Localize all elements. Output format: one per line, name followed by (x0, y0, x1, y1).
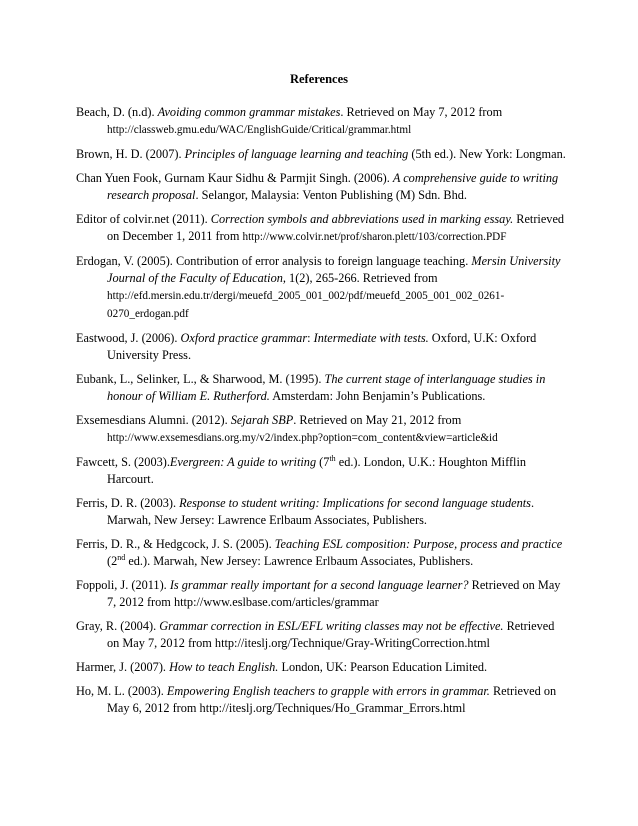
ref-superscript: nd (117, 552, 126, 562)
ref-rest: London, UK: Pearson Education Limited. (278, 660, 488, 674)
ref-author: Editor of colvir.net (2011). (76, 212, 211, 226)
ref-title: Teaching ESL composition: Purpose, process and practice (274, 537, 563, 551)
reference-entry (76, 683, 566, 717)
ref-rest: . Retrieved on May 21, 2012 from (293, 413, 462, 427)
ref-author: Brown, H. D. (2007). (76, 147, 185, 161)
ref-author: Foppoli, J. (2011). (76, 578, 170, 592)
reference-entry (76, 146, 566, 163)
ref-rest-2: Oxford, U.K: Oxford University Press. (107, 331, 537, 362)
ref-author: Gray, R. (2004). (76, 619, 160, 633)
reference-entry (76, 371, 566, 405)
ref-title: Mersin University Journal of the Faculty of Education, (107, 254, 561, 285)
reference-entry (76, 577, 566, 611)
ref-title: Evergreen: A guide to writing (169, 455, 317, 469)
ref-author: Chan Yuen Fook, Gurnam Kaur Sidhu & Parmjit Singh. (2006). (76, 171, 393, 185)
ref-author: Ho, M. L. (2003). (76, 684, 167, 698)
ref-rest: . Marwah, New Jersey: Lawrence Erlbaum Associates, Publishers. (107, 496, 535, 527)
ref-author: Ferris, D. R. (2003). (76, 496, 180, 510)
ref-author: Ferris, D. R., & Hedgcock, J. S. (2005). (76, 537, 275, 551)
reference-entry (76, 618, 566, 652)
ref-title: Response to student writing: Implications for second language students (179, 496, 531, 510)
ref-url: http://classweb.gmu.edu/WAC/EnglishGuide/Critical/grammar.html (107, 124, 412, 136)
ref-rest: Amsterdam: John Benjamin’s Publications. (269, 389, 486, 403)
reference-entry (76, 412, 566, 447)
ref-rest: . Retrieved on May 7, 2012 from (340, 105, 503, 119)
ref-rest: (7 (316, 455, 330, 469)
ref-title: Grammar correction in ESL/EFL writing classes may not be effective. (159, 619, 504, 633)
ref-author: Eubank, L., Selinker, L., & Sharwood, M. (1995). (76, 372, 325, 386)
ref-url: http://www.exsemesdians.org.my/v2/index.php?option=com_content&view=article&id (107, 432, 498, 444)
reference-entry (76, 454, 566, 488)
ref-author: Fawcett, S. (2003). (76, 455, 170, 469)
reference-entry (76, 330, 566, 364)
ref-title: Oxford practice grammar (180, 331, 308, 345)
ref-url: http://efd.mersin.edu.tr/dergi/meuefd_2005_001_002/pdf/meuefd_2005_001_002_0261-0270_erdogan.pdf (107, 290, 505, 320)
ref-title: Avoiding common grammar mistakes (157, 105, 341, 119)
reference-entry (76, 536, 566, 570)
ref-author: Exsemesdians Alumni. (2012). (76, 413, 231, 427)
ref-rest-2: ed.). Marwah, New Jersey: Lawrence Erlbaum Associates, Publishers. (125, 554, 474, 568)
ref-rest: Retrieved on May 7, 2012 from http://iteslj.org/Technique/Gray-WritingCorrection.html (107, 619, 555, 650)
ref-title: Is grammar really important for a second language learner? (169, 578, 469, 592)
ref-rest: Retrieved on May 6, 2012 from http://iteslj.org/Techniques/Ho_Grammar_Errors.html (107, 684, 557, 715)
reference-entry (76, 104, 566, 139)
ref-url: http://www.colvir.net/prof/sharon.plett/103/correction.PDF (242, 231, 507, 243)
ref-title: Correction symbols and abbreviations used in marking essay. (210, 212, 514, 226)
ref-rest-2: ed.). London, U.K.: Houghton Mifflin Harcourt. (107, 455, 527, 486)
ref-title: A comprehensive guide to writing research proposal (107, 171, 559, 202)
reference-list (76, 104, 566, 724)
ref-author: Harmer, J. (2007). (76, 660, 170, 674)
ref-author: Eastwood, J. (2006). (76, 331, 181, 345)
ref-rest: Retrieved on May 7, 2012 from http://www.eslbase.com/articles/grammar (107, 578, 561, 609)
ref-rest: Retrieved on December 1, 2011 from (107, 212, 565, 243)
ref-title: How to teach English. (169, 660, 279, 674)
ref-title-2: Intermediate with tests. (313, 331, 429, 345)
ref-author: Erdogan, V. (2005). Contribution of error analysis to foreign language teaching. (76, 254, 472, 268)
reference-entry (76, 253, 566, 323)
ref-rest: (2 (107, 554, 118, 568)
ref-rest: . Selangor, Malaysia: Venton Publishing (M) Sdn. Bhd. (195, 188, 467, 202)
reference-entry (76, 659, 566, 676)
ref-rest: : (307, 331, 314, 345)
ref-title: Principles of language learning and teaching (184, 147, 409, 161)
page-title: References (289, 72, 349, 86)
ref-author: Beach, D. (n.d). (76, 105, 158, 119)
reference-entry (76, 211, 566, 246)
reference-entry (76, 170, 566, 204)
ref-title: Sejarah SBP (230, 413, 294, 427)
ref-title: Empowering English teachers to grapple with errors in grammar. (166, 684, 490, 698)
reference-entry (76, 495, 566, 529)
ref-title: The current stage of interlanguage studies in honour of William E. Rutherford. (107, 372, 546, 403)
ref-rest: (5th ed.). New York: Longman. (408, 147, 566, 161)
ref-rest: 1(2), 265-266. Retrieved from (285, 271, 438, 285)
ref-superscript: th (329, 453, 336, 463)
